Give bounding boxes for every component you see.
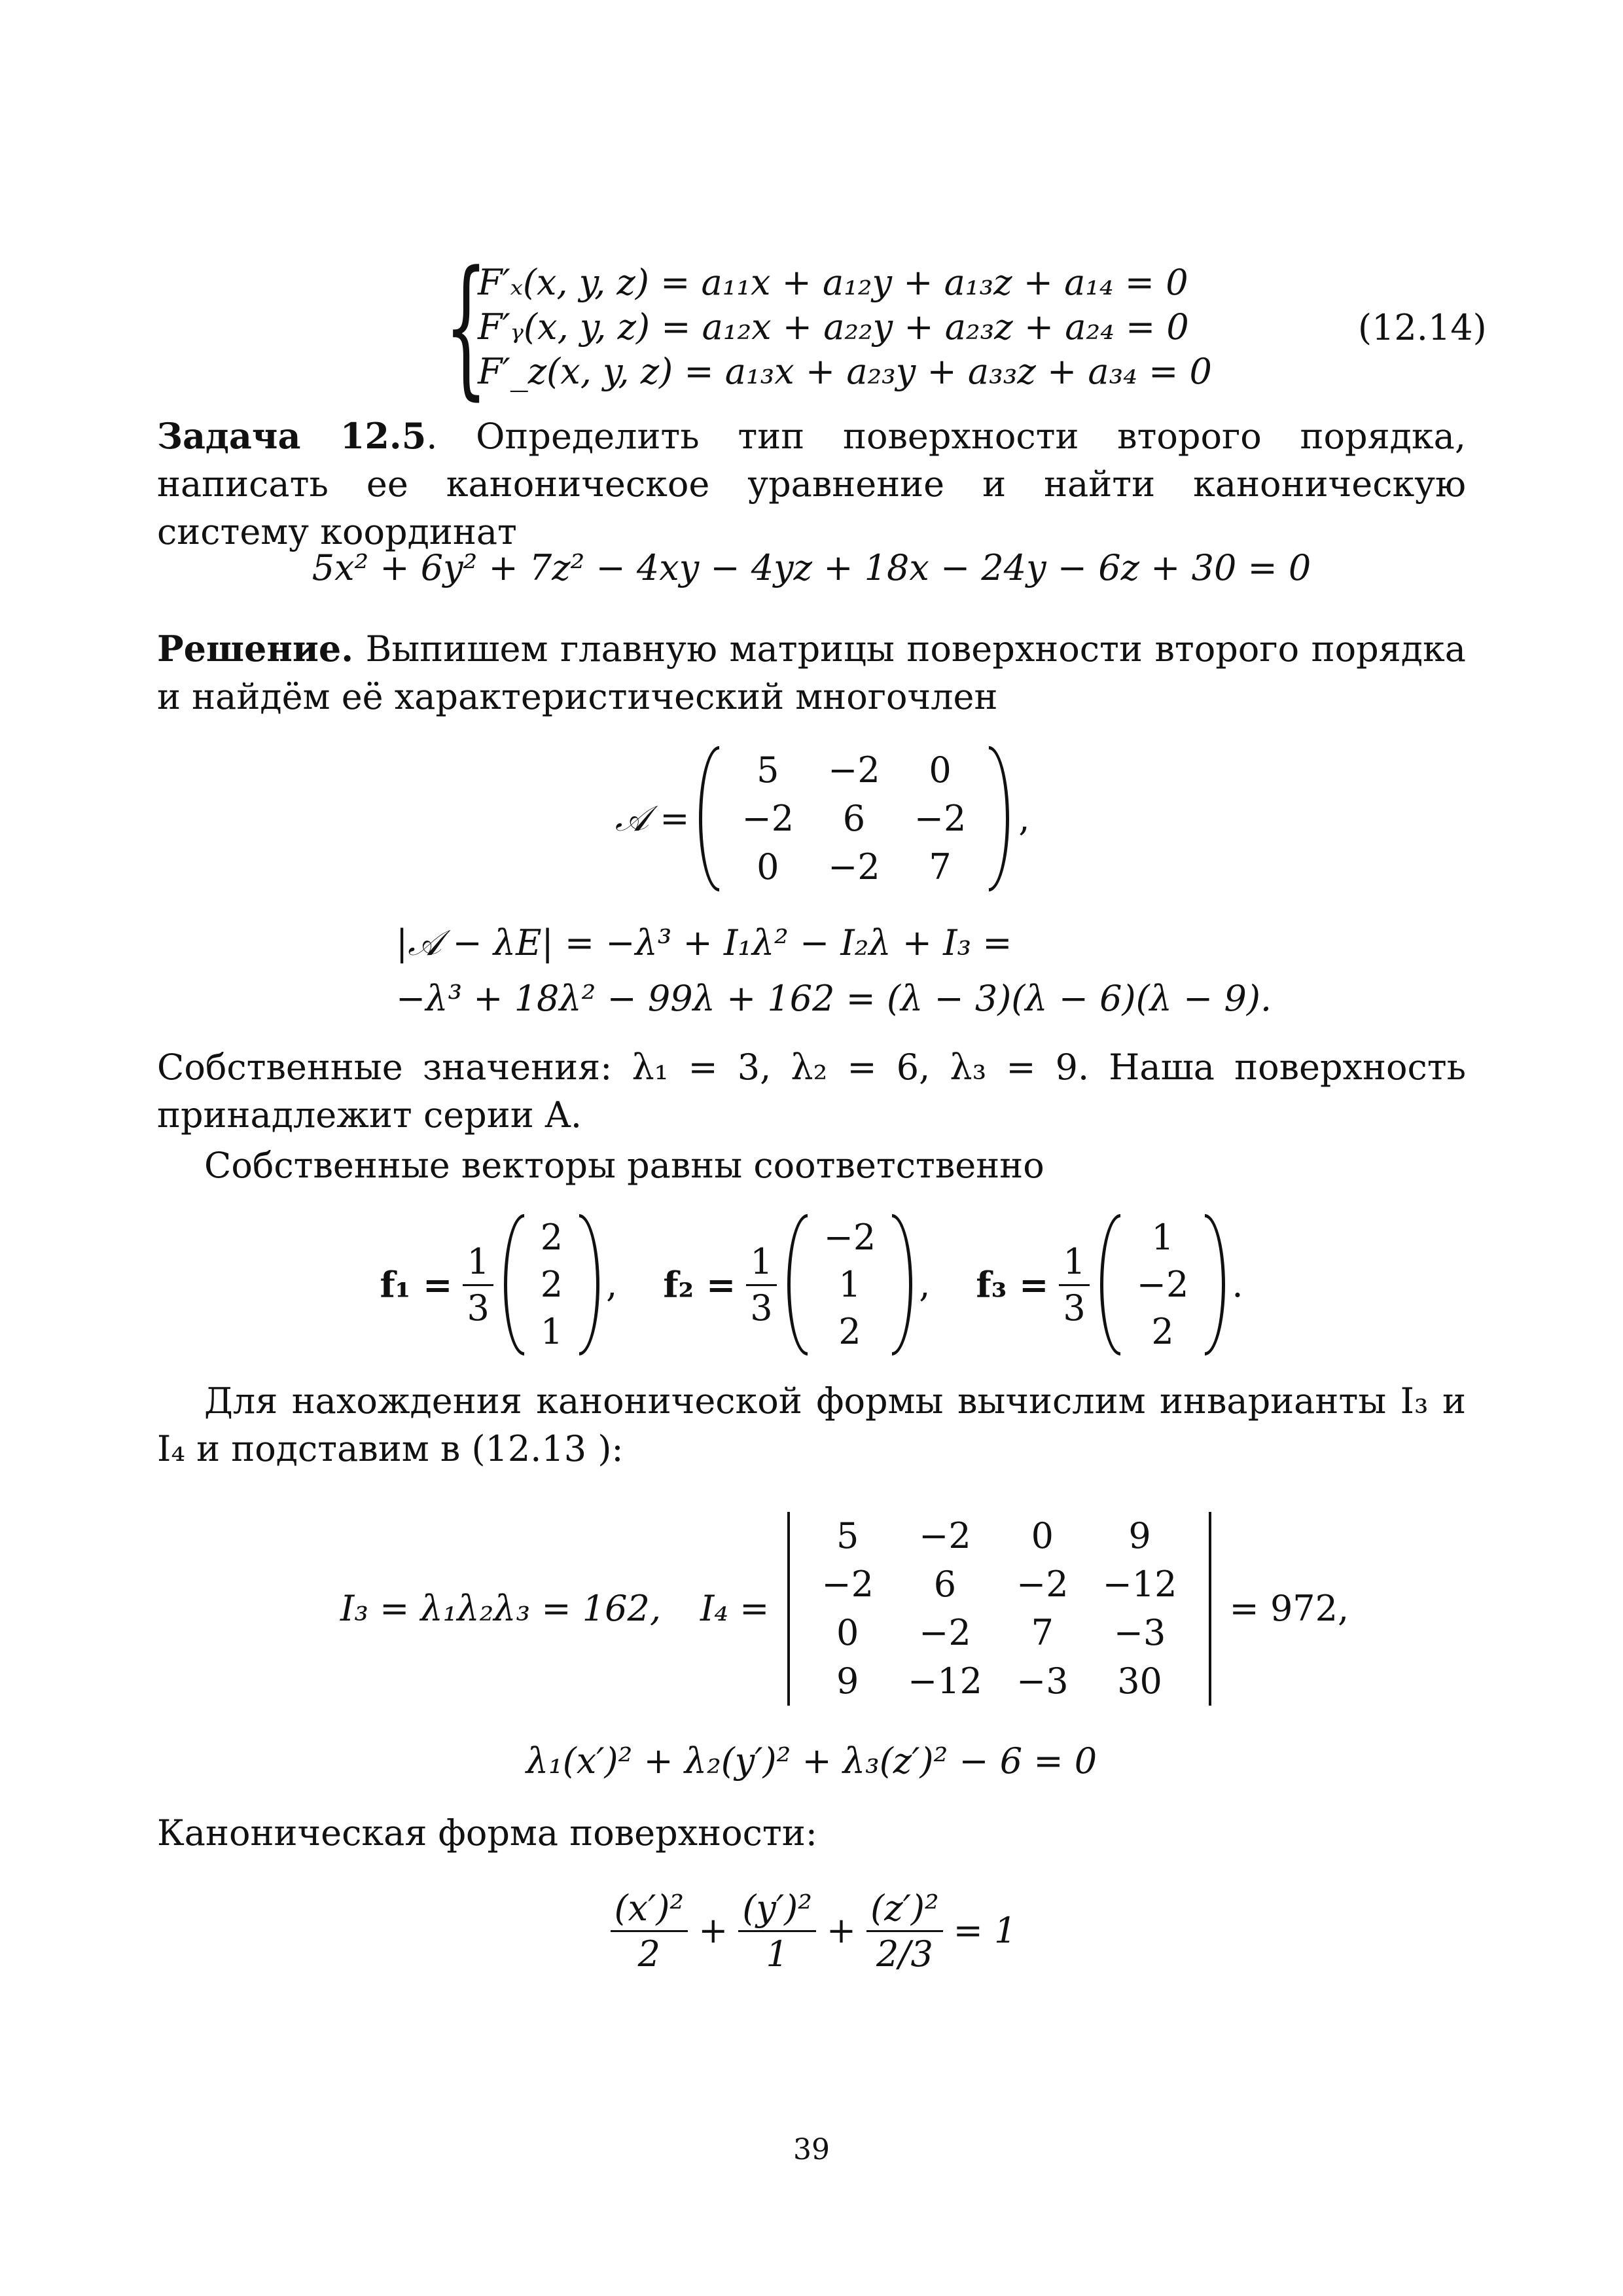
plus-sign: + [698,1910,728,1952]
vector-name: f₃ = [976,1263,1049,1306]
eigenvector-f1 [380,1214,618,1355]
vector-entry: 2 [1151,1311,1174,1353]
determinant-table [804,1512,1194,1706]
determinant-row [804,1657,1194,1706]
vector-parentheses [787,1214,913,1355]
i4-label: I₄ = [700,1587,770,1629]
plus-sign: + [826,1910,857,1952]
matrix-row [725,746,984,795]
system-line-1: F′ₓ(x, y, z) = a₁₁x + a₁₂y + a₁₃z + a₁₄ = 0 [478,261,1188,303]
canonical-form [0,1885,1623,1974]
determinant-cell: −2 [919,1515,971,1556]
matrix-cell: 0 [757,846,779,888]
matrix-comma: , [1018,797,1030,839]
matrix-cell: −2 [914,798,967,840]
matrix-row [725,843,984,891]
vector-punct: . [1232,1263,1243,1305]
vector-entry: 1 [540,1311,563,1353]
solution-paragraph [157,625,1466,721]
task-text: . Определить тип поверхности второго порядка, написать ее каноническое уравнение и найти каноническую систему координат [157,416,1466,552]
vector-entry: 1 [1151,1217,1174,1258]
determinant-cell: −2 [919,1612,971,1654]
invariants-paragraph: Для нахождения канонической формы вычислим инварианты I₃ и I₄ и подставим в (12.13 ): [157,1380,1466,1469]
vector-punct: , [919,1263,931,1305]
system-lines [478,260,1212,394]
determinant-cell: −3 [1016,1660,1069,1702]
determinant-row [804,1560,1194,1609]
char-poly-line-1: |𝒜 − λE| = −λ³ + I₁λ² − I₂λ + I₃ = [396,922,1012,963]
vector-entry: 2 [540,1217,563,1258]
vector-table [1126,1214,1200,1355]
i4-result: = 972, [1229,1587,1349,1629]
system-line-2: F′ᵧ(x, y, z) = a₁₂x + a₂₂y + a₂₃z + a₂₄ = 0 [478,306,1189,348]
matrix-cell: 7 [929,846,952,888]
determinant-cell: −12 [907,1660,982,1702]
i4-determinant [782,1512,1216,1706]
determinant-cell: 30 [1117,1660,1162,1702]
matrix-cell: −2 [828,749,880,791]
determinant-cell: −3 [1113,1612,1166,1654]
vector-entry: 2 [838,1311,861,1353]
determinant-cell: 9 [1128,1515,1151,1556]
reduced-equation: λ₁(x′)² + λ₂(y′)² + λ₃(z′)² − 6 = 0 [526,1740,1097,1782]
matrix-cell: 6 [842,798,866,840]
coefficient-fraction: $\frac{1}{3}$ [463,1242,493,1327]
canonical-term: $\frac{\text{(z′)²}}{2/3}$ [866,1889,943,1974]
left-brace: { [444,240,488,414]
determinant-cell: −2 [1016,1564,1069,1605]
solution-text: Выпишем главную матрицы поверхности второго порядка и найдём её характеристический многочлен [157,628,1466,717]
system-line-3: F′_z(x, y, z) = a₁₃x + a₂₃y + a₃₃z + a₃₄ = 0 [478,351,1212,393]
coefficient-fraction: $\frac{1}{3}$ [746,1242,776,1327]
matrix-cell: 5 [757,749,779,791]
eigenvectors-intro: Собственные векторы равны соответственно [204,1145,1044,1186]
matrix-cell: −2 [828,846,880,888]
equation-system [432,240,1212,414]
vector-name: f₂ = [663,1263,736,1306]
determinant-row [804,1609,1194,1657]
determinant-cell: 5 [836,1515,859,1556]
task-label: Задача 12.5 [157,415,427,457]
determinant-cell: −2 [821,1564,874,1605]
matrix-cell: −2 [741,798,794,840]
matrix-label: 𝒜 = [615,797,690,839]
canonical-term: $\frac{\text{(x′)²}}{2}$ [611,1889,688,1974]
i3-expression: I₃ = λ₁λ₂λ₃ = 162, [340,1587,661,1629]
vector-entry: 2 [540,1264,563,1306]
invariants-row [340,1512,1349,1706]
determinant-cell: 6 [933,1564,957,1605]
determinant-cell: 0 [836,1612,859,1654]
vector-punct: , [606,1263,618,1305]
coefficient-fraction: $\frac{1}{3}$ [1059,1242,1089,1327]
vector-table [530,1214,573,1355]
eigenvector-f3 [976,1214,1243,1355]
vector-entry: −2 [1136,1264,1189,1306]
matrix-table [725,746,984,891]
matrix-parentheses [699,746,1010,891]
vector-name: f₁ = [380,1263,453,1306]
eigenvector-f2 [663,1214,930,1355]
page-number: 39 [793,2133,830,2166]
canonical-label: Каноническая форма поверхности: [157,1812,817,1854]
main-matrix [615,746,1030,891]
eigenvalues-paragraph: Собственные значения: λ₁ = 3, λ₂ = 6, λ₃ = 9. Наша поверхность принадлежит серии A. [157,1047,1466,1136]
equation-number: (12.14) [1358,307,1487,348]
matrix-cell: 0 [929,749,952,791]
task-equation: 5x² + 6y² + 7z² − 4xy − 4yz + 18x − 24y − 6z + 30 = 0 [312,547,1311,588]
char-poly-line-2: −λ³ + 18λ² − 99λ + 162 = (λ − 3)(λ − 6)(λ − 9). [396,978,1272,1019]
vector-table [813,1214,887,1355]
canonical-expression [607,1889,1017,1974]
canonical-rhs: = 1 [953,1910,1017,1952]
vector-parentheses [1100,1214,1226,1355]
eigenvectors-row [0,1214,1623,1355]
vector-parentheses [504,1214,599,1355]
vector-entry: 1 [838,1264,861,1306]
matrix-row [725,795,984,843]
eigenvectors-group [380,1214,1243,1355]
determinant-cell: −12 [1102,1564,1177,1605]
determinant-cell: 7 [1031,1612,1054,1654]
solution-label: Решение. [157,628,354,670]
task-paragraph [157,412,1466,556]
canonical-term: $\frac{\text{(y′)²}}{1}$ [738,1889,816,1974]
determinant-row [804,1512,1194,1560]
vector-entry: −2 [823,1217,876,1258]
determinant-cell: 0 [1031,1515,1054,1556]
determinant-cell: 9 [836,1660,859,1702]
